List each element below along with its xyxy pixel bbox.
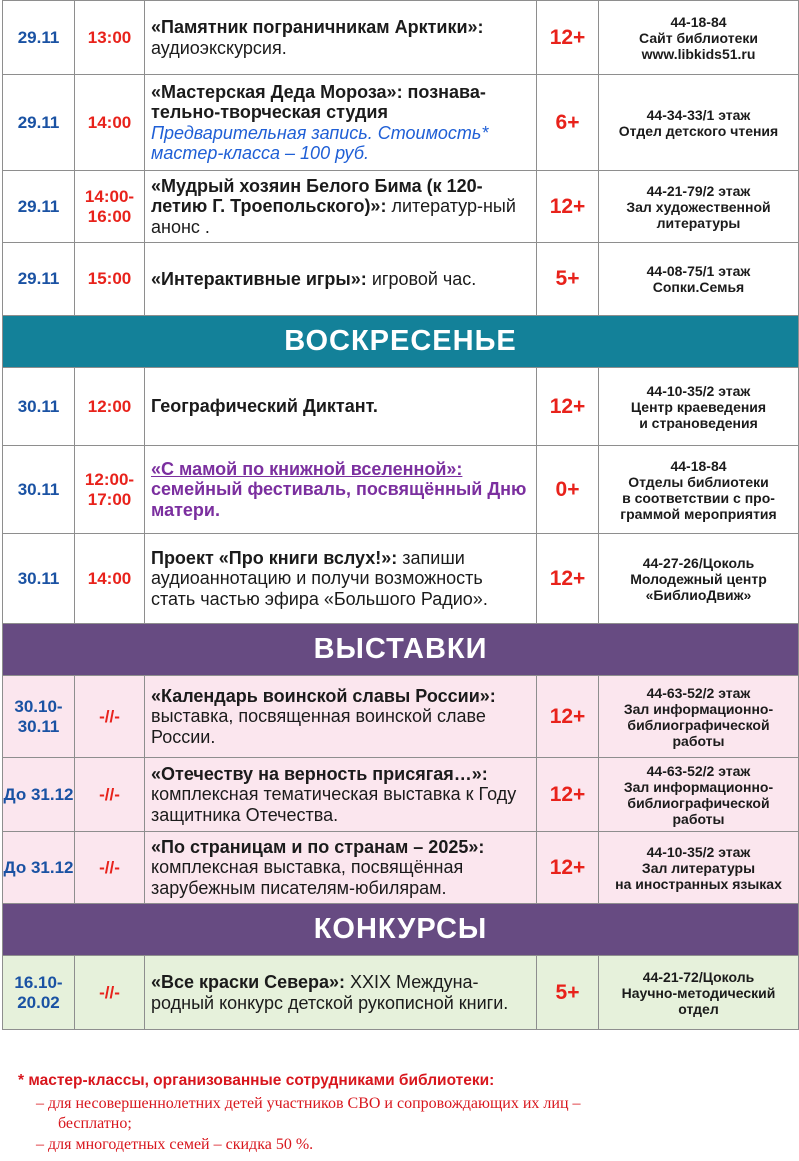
event-title: «Интерактивные игры»:: [151, 268, 367, 289]
event-description: [145, 676, 537, 758]
event-row: [3, 75, 799, 171]
event-location: [599, 75, 799, 171]
location-line: библиографической: [627, 794, 770, 811]
section-title: КОНКУРСЫ: [3, 904, 799, 956]
age-rating: 12+: [537, 758, 599, 832]
age-rating: 5+: [537, 956, 599, 1030]
age-rating: 12+: [537, 1, 599, 75]
section-header-exhibitions: [3, 624, 799, 676]
event-location: [599, 446, 799, 534]
event-date: 30.11: [3, 446, 75, 534]
event-title: «Отечеству на верность присягая…»:: [151, 763, 488, 784]
event-desc: запиши аудиоаннотацию и получи возможность стать частью эфира «Большого Радио».: [151, 547, 488, 609]
location-line: 44-18-84: [670, 13, 727, 30]
event-time: 14:00: [75, 534, 145, 624]
event-location: [599, 171, 799, 243]
location-line: 44-10-35/2 этаж: [646, 382, 751, 399]
location-line: 44-18-84: [670, 457, 727, 474]
event-title: Проект «Про книги вслух!»:: [151, 547, 398, 568]
section-title: ВОСКРЕСЕНЬЕ: [3, 316, 799, 368]
event-time: 14:00-16:00: [75, 171, 145, 243]
event-description: [145, 446, 537, 534]
location-line: граммой мероприятия: [620, 505, 777, 522]
event-date: 29.11: [3, 243, 75, 316]
location-line: 44-21-79/2 этаж: [646, 182, 751, 199]
event-title: «По страницам и по странам – 2025»:: [151, 836, 485, 857]
location-line: Зал информационно-: [623, 778, 774, 795]
location-line: на иностранных языках: [615, 875, 782, 892]
location-line: Отдел детского чтения: [618, 122, 779, 139]
event-date: 30.10-30.11: [3, 676, 75, 758]
event-description: [145, 243, 537, 316]
event-desc: выставка, посвященная воинской славе России.: [151, 706, 486, 747]
location-line: Зал информационно-: [623, 700, 774, 717]
event-time: -//-: [75, 956, 145, 1030]
event-date: 30.11: [3, 534, 75, 624]
event-desc: комплексная тематическая выставка к Году защитника Отечества.: [151, 784, 517, 825]
location-line: 44-08-75/1 этаж: [646, 263, 751, 279]
event-row: [3, 534, 799, 624]
section-header-contests: [3, 904, 799, 956]
section-header-sunday: [3, 316, 799, 368]
event-note: Предварительная запись. Стоимость* мастер-класса – 100 руб.: [151, 122, 489, 163]
event-description: [145, 1, 537, 75]
location-line: Научно-методический: [621, 984, 776, 1001]
event-time: -//-: [75, 832, 145, 904]
event-row: [3, 1, 799, 75]
footnote-line: – для несовершеннолетних детей участников СВО и сопровождающих их лиц –: [36, 1095, 581, 1112]
location-line: работы: [672, 810, 725, 827]
age-rating: 12+: [537, 832, 599, 904]
age-rating: 12+: [537, 171, 599, 243]
event-date: 16.10-20.02: [3, 956, 75, 1030]
event-time: 13:00: [75, 1, 145, 75]
age-rating: 0+: [537, 446, 599, 534]
location-line: Сайт библиотеки: [639, 29, 758, 46]
event-date: 30.11: [3, 368, 75, 446]
location-line: в соответствии с про-: [622, 489, 775, 506]
event-date: 29.11: [3, 1, 75, 75]
event-title: «Мастерская Деда Мороза»: познава-тельно-творческая студия: [151, 81, 486, 122]
event-desc: литератур-ный анонс .: [151, 196, 516, 237]
location-line: «БиблиоДвиж»: [645, 586, 752, 603]
event-location: [599, 243, 799, 316]
location-line: Отделы библиотеки: [628, 473, 769, 490]
schedule-table: [2, 0, 799, 1030]
location-line: и страноведения: [639, 414, 758, 431]
event-desc: семейный фестиваль, посвящённый Дню матери.: [151, 479, 527, 520]
event-date: До 31.12: [3, 758, 75, 832]
exhibition-row: [3, 676, 799, 758]
event-description: [145, 956, 537, 1030]
location-line: отдел: [678, 1000, 719, 1017]
event-location: [599, 758, 799, 832]
event-time: -//-: [75, 676, 145, 758]
event-location: [599, 368, 799, 446]
location-line: Зал художественной: [626, 198, 771, 215]
event-description: [145, 75, 537, 171]
location-line: 44-63-52/2 этаж: [646, 762, 751, 779]
event-desc: комплексная выставка, посвящённая зарубежным писателям-юбилярам.: [151, 857, 464, 898]
event-location: [599, 1, 799, 75]
age-rating: 12+: [537, 534, 599, 624]
event-row: [3, 243, 799, 316]
event-time: 14:00: [75, 75, 145, 171]
location-line: www.libkids51.ru: [641, 45, 756, 62]
event-description: [145, 832, 537, 904]
age-rating: 5+: [537, 243, 599, 316]
location-line: 44-10-35/2 этаж: [646, 843, 751, 860]
section-title: ВЫСТАВКИ: [3, 624, 799, 676]
age-rating: 12+: [537, 676, 599, 758]
location-line: Сопки.Семья: [652, 279, 745, 295]
exhibition-row: [3, 832, 799, 904]
location-line: Зал литературы: [641, 859, 756, 876]
event-date: До 31.12: [3, 832, 75, 904]
event-time: 15:00: [75, 243, 145, 316]
event-row: [3, 368, 799, 446]
location-line: 44-34-33/1 этаж: [646, 106, 751, 123]
event-location: [599, 832, 799, 904]
event-title: «Все краски Севера»:: [151, 972, 345, 992]
event-date: 29.11: [3, 171, 75, 243]
location-line: 44-63-52/2 этаж: [646, 684, 751, 701]
age-rating: 12+: [537, 368, 599, 446]
event-description: [145, 534, 537, 624]
event-time: 12:00: [75, 368, 145, 446]
event-location: [599, 534, 799, 624]
event-location: [599, 956, 799, 1030]
location-line: работы: [672, 732, 725, 749]
event-title: «Мудрый хозяин Белого Бима (к 120-летию Г. Троепольского)»:: [151, 175, 483, 217]
footnote-line: бесплатно;: [58, 1115, 132, 1132]
event-title: Географический Диктант.: [151, 396, 378, 417]
event-title: «Памятник пограничникам Арктики»:: [151, 17, 484, 37]
event-desc: аудиоэкскурсия.: [151, 37, 287, 58]
event-date: 29.11: [3, 75, 75, 171]
location-line: Молодежный центр: [630, 570, 767, 587]
event-title: «Календарь воинской славы России»:: [151, 685, 496, 706]
event-row: [3, 446, 799, 534]
age-rating: 6+: [537, 75, 599, 171]
contest-row: [3, 956, 799, 1030]
location-line: 44-27-26/Цоколь: [642, 554, 755, 571]
event-desc: XXIX Междуна-родный конкурс детской рукописной книги.: [151, 972, 509, 1013]
exhibition-row: [3, 758, 799, 832]
event-description: [145, 171, 537, 243]
event-description: [145, 758, 537, 832]
footnote-line: – для многодетных семей – скидка 50 %.: [36, 1136, 314, 1153]
event-description: [145, 368, 537, 446]
event-row: [3, 171, 799, 243]
location-line: 44-21-72/Цоколь: [642, 968, 755, 985]
event-desc: игровой час.: [371, 268, 477, 289]
location-line: библиографической: [627, 716, 770, 733]
event-location: [599, 676, 799, 758]
location-line: литературы: [656, 214, 741, 231]
event-time: -//-: [75, 758, 145, 832]
event-title: «С мамой по книжной вселенной»:: [151, 458, 463, 479]
location-line: Центр краеведения: [630, 398, 767, 415]
footnote-heading: * мастер-классы, организованные сотрудниками библиотеки:: [18, 1072, 495, 1089]
event-time: 12:00-17:00: [75, 446, 145, 534]
